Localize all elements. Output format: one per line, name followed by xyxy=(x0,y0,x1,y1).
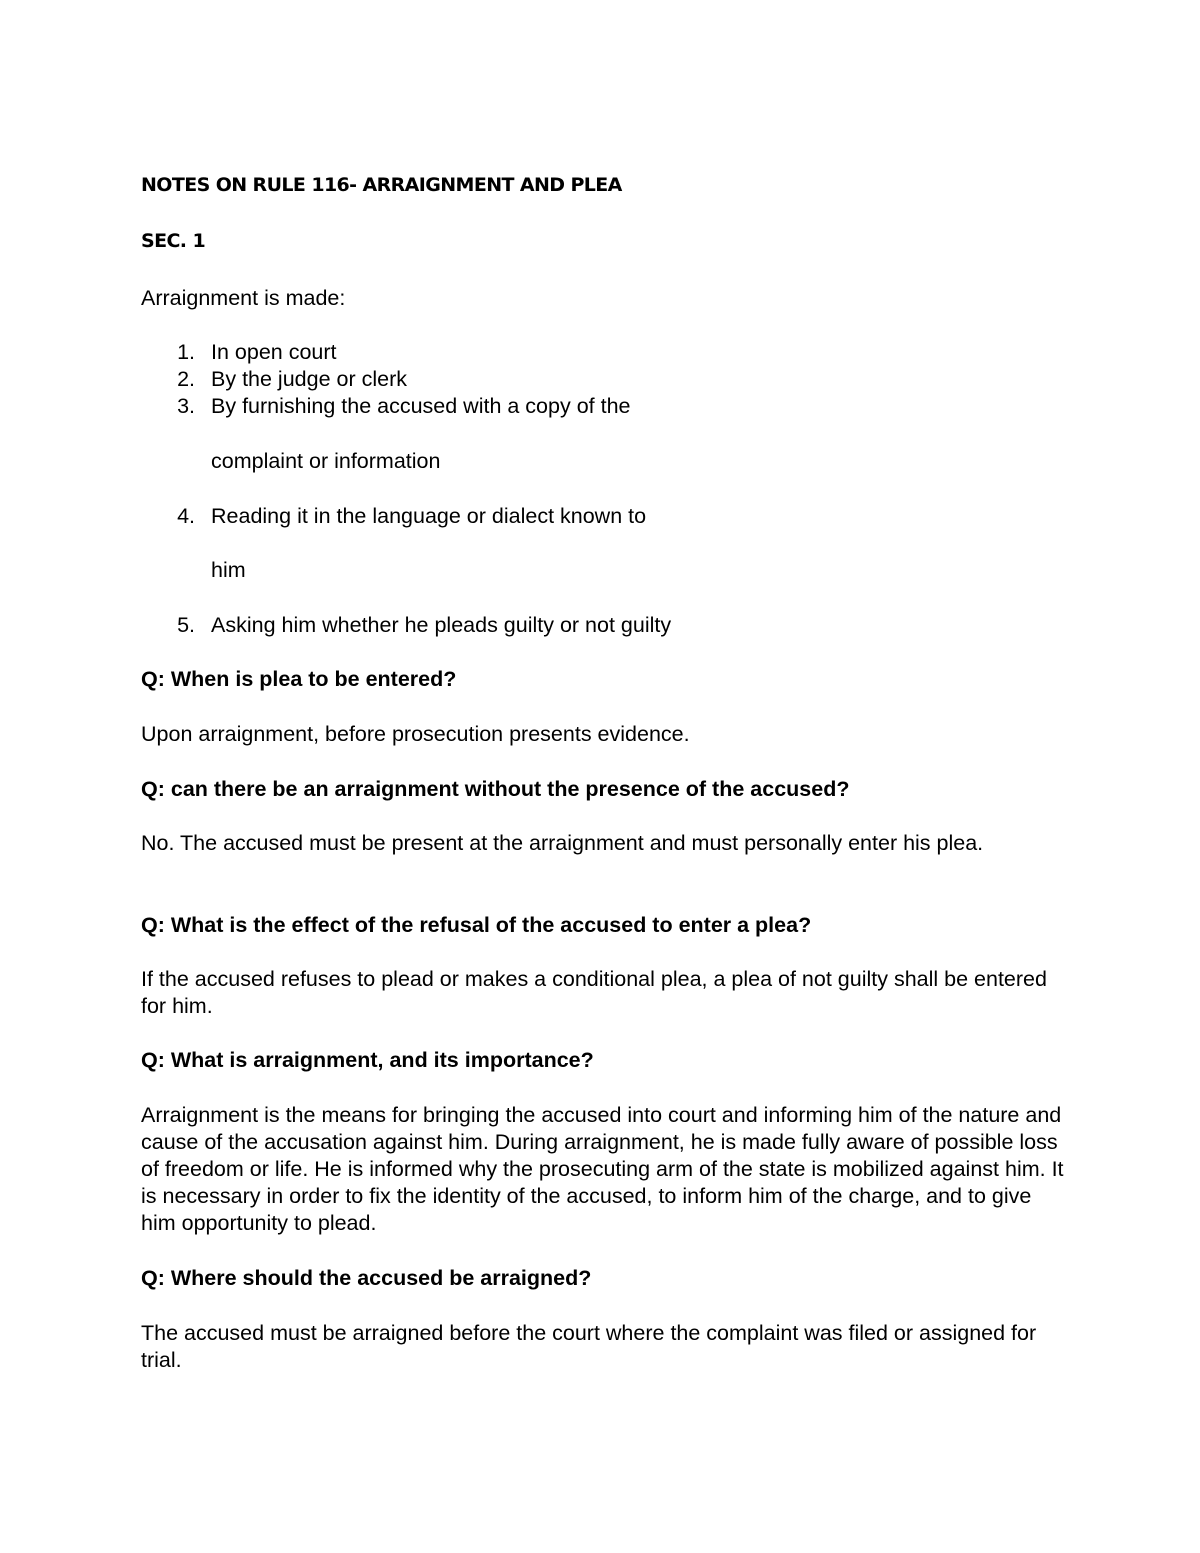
intro-text: Arraignment is made: xyxy=(141,286,346,310)
list-item-number: 2. xyxy=(177,367,195,391)
question-heading: Q: Where should the accused be arraigned? xyxy=(141,1266,592,1290)
question-heading: Q: When is plea to be entered? xyxy=(141,667,457,691)
list-item-text: In open court xyxy=(211,340,337,364)
document-title: NOTES ON RULE 116- ARRAIGNMENT AND PLEA xyxy=(141,174,622,196)
list-item-text: By furnishing the accused with a copy of the xyxy=(211,394,631,418)
answer-paragraph: Arraignment is the means for bringing the accused into court and informing him of the nature and cause of the accusation against him. During arraignment, he is made fully aware of possible loss of freedom or life. He is informed why the prosecuting arm of the state is mobilized against him. It is necessary in order to fix the identity of the accused, to inform him of the charge, and to give him opportunity to plead. xyxy=(141,1103,1064,1235)
answer-paragraph: Upon arraignment, before prosecution presents evidence. xyxy=(141,722,690,746)
list-item-text: Asking him whether he pleads guilty or not guilty xyxy=(211,613,672,637)
list-item-text: Reading it in the language or dialect known to xyxy=(211,504,647,528)
list-item-text: By the judge or clerk xyxy=(211,367,407,391)
question-heading: Q: What is the effect of the refusal of the accused to enter a plea? xyxy=(141,913,812,937)
answer-paragraph: No. The accused must be present at the arraignment and must personally enter his plea. xyxy=(141,831,984,855)
list-item-number: 4. xyxy=(177,504,195,528)
answer-paragraph: The accused must be arraigned before the court where the complaint was filed or assigned for trial. xyxy=(141,1321,1037,1372)
section-heading: SEC. 1 xyxy=(141,230,206,252)
answer-paragraph: If the accused refuses to plead or makes a conditional plea, a plea of not guilty shall be entered for him. xyxy=(141,967,1047,1018)
list-item-number: 3. xyxy=(177,394,195,418)
list-item-number: 1. xyxy=(177,340,195,364)
question-heading: Q: What is arraignment, and its importance? xyxy=(141,1048,594,1072)
list-item-continuation: complaint or information xyxy=(211,449,441,473)
list-item-continuation: him xyxy=(211,558,246,582)
question-heading: Q: can there be an arraignment without the presence of the accused? xyxy=(141,777,850,801)
list-item-number: 5. xyxy=(177,613,195,637)
